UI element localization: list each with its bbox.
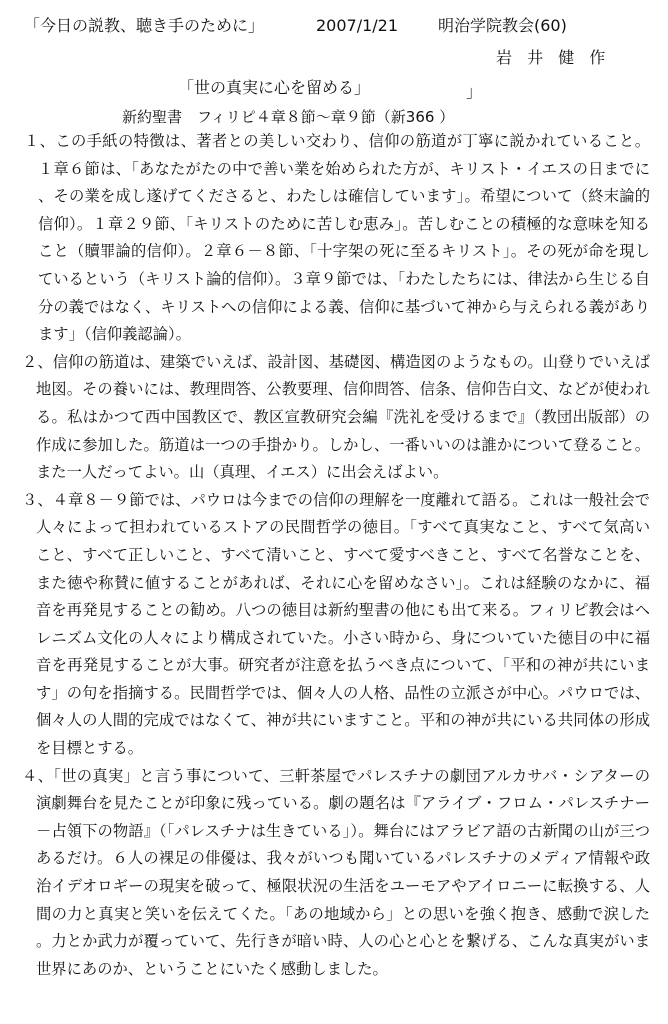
sermon-date: 2007/1/21 xyxy=(316,16,399,35)
church-name: 明治学院教会(60) xyxy=(438,16,567,35)
paragraph-1: １、この手紙の特徴は、著者との美しい交わり、信仰の筋道が丁寧に説かれていること。１章６節は、「あなたがたの中で善い業を始められた方が、キリスト・イエスの日までに、その業を成し遂げてくださると、わたしは確信しています」。希望について（終末論的信仰）。１章２９節、「キリストのために苦しむ恵み」。苦しむことの積極的な意味を知ること（贖罪論的信仰）。２章６－８節、「十字架の死に至るキリスト」。その死が命を現しているという（キリスト論的信仰）。３章９節では、「わたしたちには、律法から生じる自分の義ではなく、キリストへの信仰による義、信仰に基づいて神から与えられる義があります」（信仰義認論）。 xyxy=(24,132,650,344)
title-closing-bracket: 」 xyxy=(466,82,483,101)
sermon-body xyxy=(22,128,650,983)
paragraph-3: ３、４章８－９節では、パウロは今までの信仰の理解を一度離れて語る。これは一般社会で人々によって担われているストアの民間哲学の徳目。「すべて真実なこと、すべて気高いこと、すべて正しいこと、すべて清いこと、すべて愛すべきこと、すべて名誉なことを、また徳や称賛に値することがあれば、それに心を留めなさい」。これは経験のなかに、福音を再発見することの勧め。八つの徳目は新約聖書の他にも出て来る。フィリピ教会はヘレニズム文化の人々により構成されていた。小さい時から、身についていた徳目の中に福音を再発見することが大事。研究者が注意を払うべき点について、「平和の神が共にいます」の句を指摘する。民間哲学では、個々人の人格、品性の立派さが中心。パウロでは、個々人の人間的完成ではなくて、神が共にいますこと。平和の神が共にいる共同体の形成を目標とする。 xyxy=(22,490,650,758)
series-title: 「今日の説教、聴き手のために」 xyxy=(24,16,265,35)
author-name: 岩 井 健 作 xyxy=(496,48,611,67)
header xyxy=(24,14,644,38)
paragraph-4: ４、「世の真実」と言う事について、三軒茶屋でパレスチナの劇団アルカサバ・シアターの演劇舞台を見たことが印象に残っている。劇の題名は『アライブ・フロム・パレスチナー－占領下の物語』（「パレスチナは生きている」）。舞台にはアラビア語の古新聞の山が三つあるだけ。６人の裸足の俳優は、我々がいつも聞いているパレスチナのメディア情報や政治イデオロギーの現実を破って、極限状況の生活をユーモアやアイロニーに転換する、人間の力と真実と笑いを伝えてくた。「あの地域から」との思いを強く抱き、感動で涙した。力とか武力が覆っていて、先行きが暗い時、人の心と心とを繋げる、こんな真実がいま世界にあのか、ということにいたく感動しました。 xyxy=(22,766,650,978)
scripture-reference: 新約聖書 フィリピ４章８節～章９節（新366 ） xyxy=(122,108,455,126)
sermon-title: 「世の真実に心を留める」 xyxy=(178,78,371,97)
paragraph-2: ２、信仰の筋道は、建築でいえば、設計図、基礎図、構造図のようなもの。山登りでいえば地図。その養いには、教理問答、公教要理、信仰問答、信条、信仰告白文、などが使われる。私はかつて西中国教区で、教区宣教研究会編『洗礼を受けるまで』（教団出版部）の作成に参加した。筋道は一つの手掛かり。しかし、一番いいのは誰かについて登ること。また一人だってよい。山（真理、イエス）に出会えばよい。 xyxy=(22,352,650,482)
